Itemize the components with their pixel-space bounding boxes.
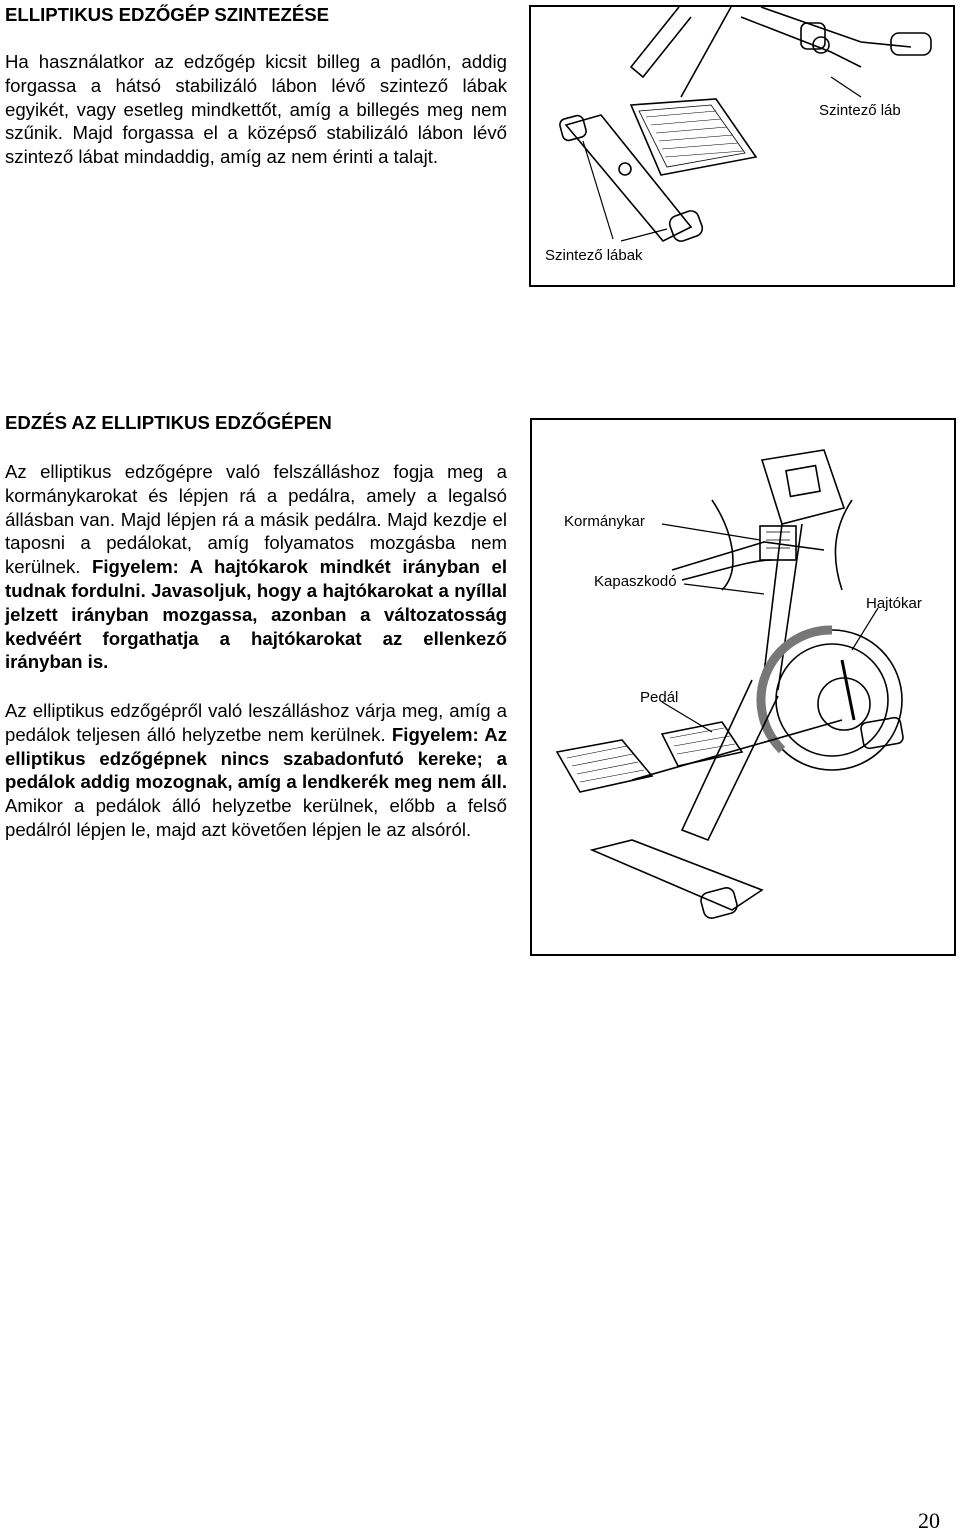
mounting-text: Az elliptikus edzőgépre való felszálláshoz fogja meg a kormánykarokat és lépjen rá a pedálra, amely a legalsó állásban van. Majd lépjen rá a másik pedálra. Majd kezdje el taposni a pedálokat, amíg folyamatos mozgásba nem kerülnek. [5, 461, 507, 578]
page-number: 20 [918, 1508, 940, 1533]
mounting-paragraph [5, 460, 507, 674]
label-leveling-feet: Szintező lábak [545, 247, 643, 264]
crank-direction-warning: Figyelem: A hajtókarok mindkét irányban el tudnak fordulni. Javasoljuk, hogy a hajtókarokat a nyíllal jelzett irányban mozgassa, azonban a változatosság kedvéért forgathatja a hajtókarokat az ellenkező irányban is. [5, 556, 507, 673]
label-pedal: Pedál [640, 689, 679, 706]
leveling-feet-illustration [531, 7, 953, 285]
figure-elliptical-trainer [530, 418, 956, 956]
section-heading-leveling: ELLIPTIKUS EDZŐGÉP SZINTEZÉSE [5, 4, 330, 25]
dismounting-paragraph [5, 699, 507, 842]
section-heading-training: EDZÉS AZ ELLIPTIKUS EDZŐGÉPEN [5, 412, 332, 433]
dismount-text-end: Amikor a pedálok álló helyzetbe kerülnek, előbb a felső pedálról lépjen le, majd azt követően lépjen le az alsóról. [5, 795, 507, 840]
elliptical-trainer-illustration [532, 420, 954, 954]
freewheel-warning: Figyelem: Az elliptikus edzőgépnek nincs szabadonfutó kereke; a pedálok addig mozognak, amíg a lendkerék meg nem áll. [5, 723, 508, 793]
dismount-text: Az elliptikus edzőgépről való leszálláshoz várja meg, amíg a pedálok teljesen álló helyzetbe nem kerülnek. [5, 700, 507, 745]
figure-leveling-feet [529, 5, 955, 287]
label-handlebar: Kormánykar [564, 513, 645, 530]
label-leveling-foot: Szintező láb [819, 102, 901, 119]
label-crank: Hajtókar [866, 595, 922, 612]
label-grip: Kapaszkodó [594, 573, 677, 590]
leveling-paragraph: Ha használatkor az edzőgép kicsit billeg a padlón, addig forgassa a hátsó stabilizáló lábon lévő szintező lábak egyikét, vagy esetleg mindkettőt, amíg a billegés meg nem szűnik. Majd forgassa el a középső stabilizáló lábon lévő szintező lábat mindaddig, amíg az nem érinti a talajt. [5, 51, 507, 168]
